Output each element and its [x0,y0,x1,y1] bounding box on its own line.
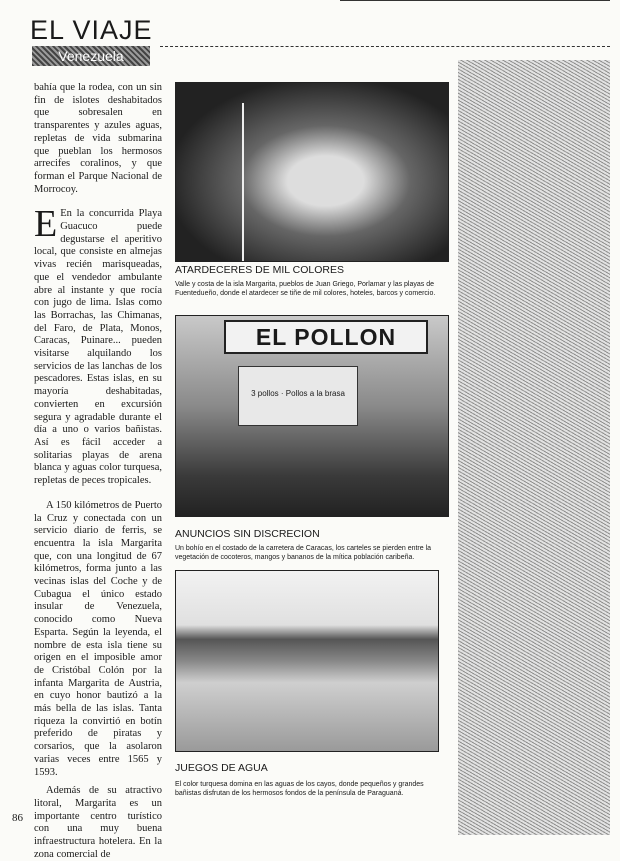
photo-caption-2 [175,528,447,562]
photo-caption-3 [175,762,437,798]
billboard [238,366,358,426]
paragraph-3: A 150 kilómetros de Puerto la Cruz y conectada con un servicio diario de ferris, se encuentra la isla Margarita que, con una longitud de 67 kilómetros, forma junto a las vecinas islas del Coche y de Cubagua el único estado insular de Venezuela, conocido como Nueva Esparta. Según la leyenda, el nombre de esta isla tiene su origen en el imposible amor de Cristóbal Colón por la infanta Margarita de Austria, en cuyo honor bautizó a la más bella de las islas. Tanta riqueza la convirtió en botín preferido de piratas y corsarios, que la asolaron varias veces entre 1565 y 1593. [34,499,162,778]
signboard-photo [175,315,449,517]
page-number: 86 [12,812,23,824]
billboard-text: 3 pollos · Pollos a la brasa [251,389,345,398]
paragraph-1: bahía que la rodea, con un sin fin de islotes deshabitados que sobresalen en transparentes y azules aguas, repletas de vida submarina que pueblan los hermosos arrecifes coralinos, y que forman el Parque Nacional de Morrocoy. [34,82,162,195]
sunset-photo [175,82,449,262]
paragraph-2-text: En la concurrida Playa Guacuco puede degustarse el aperitivo local, que consiste en almejas vivas recién marisqueadas, que el vendedor ambulante abre al instante y que rocía con jugo de lima. Islas como las Borrachas, las Chimanas, del Faro, de Plata, Monos, Caracas, Puinare... pueden visitarse alquilando los servicios de las lanchas de los pescadores. Estas islas, en su mayoría deshabitadas, convierten en excursión segura y agradable durante el día a uno o varios bañistas. Así es fácil acceder a solitarias playas de arena blanca y aguas color turquesa, repletas de peces tropicales. [34,208,162,487]
top-rule [340,0,610,1]
paragraph-2 [34,203,162,487]
paragraph-4: Además de su atractivo litoral, Margarita es un importante centro turístico con una muy buena infraestructura hotelera. En la zona comercial de [34,785,162,860]
body-column [34,82,162,861]
side-photo [458,60,610,835]
caption-title: ATARDECERES DE MIL COLORES [175,264,345,276]
beach-photo [175,570,439,752]
page-title: EL VIAJE [30,15,153,45]
section-tag: Venezuela [32,46,150,66]
pole [242,103,244,261]
caption-title: ANUNCIOS SIN DISCRECION [175,528,320,540]
header-rule [160,46,610,48]
caption-text: El color turquesa domina en las aguas de los cayos, donde pequeños y grandes bañistas disfrutan de los hermosos fondos de la península de Paraguaná. [175,781,424,797]
caption-text: Valle y costa de la isla Margarita, pueblos de Juan Griego, Porlamar y las playas de Fuentedueño, donde el atardecer se tiñe de mil colores, hoteles, barcos y comercio. [175,281,436,297]
caption-title: JUEGOS DE AGUA [175,762,268,774]
el-pollon-sign: EL POLLON [224,320,428,354]
caption-text: Un bohío en el costado de la carretera de Caracas, los carteles se pierden entre la vegetación de cocoteros, mangos y bananos de la mítica población caribeña. [175,545,432,561]
drop-cap: E [34,203,58,246]
photo-caption-1 [175,264,447,298]
